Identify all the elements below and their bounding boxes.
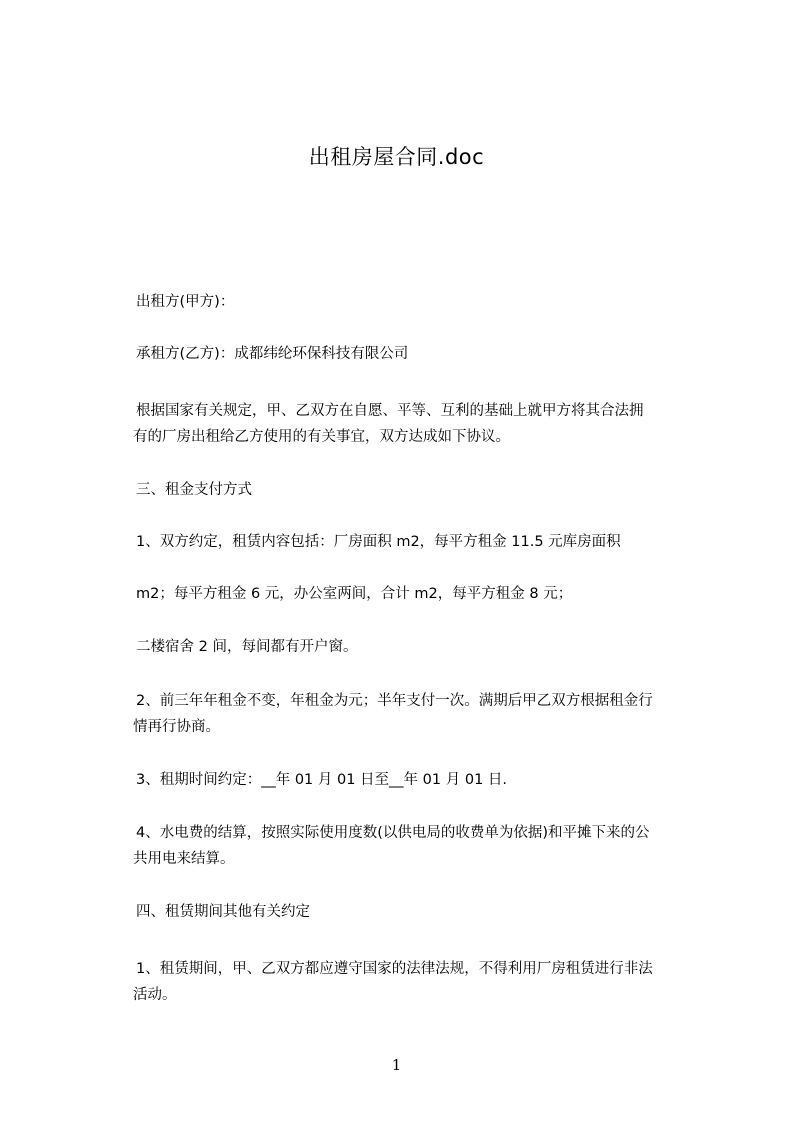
- paragraph-line: 情再行协商。: [133, 719, 220, 735]
- paragraph-line: 三、租金支付方式: [136, 482, 252, 498]
- paragraph-line: 共用电来结算。: [133, 851, 235, 867]
- document-title: 出租房屋合同.doc: [308, 145, 485, 169]
- section-heading-other-terms: [136, 899, 716, 925]
- paragraph-line: 有的厂房出租给乙方使用的有关事宜，双方达成如下协议。: [133, 429, 510, 445]
- paragraph-line: 二楼宿舍 2 间，每间都有开户窗。: [136, 639, 358, 655]
- paragraph-preamble: [133, 398, 716, 450]
- paragraph-line: 1、双方约定，租赁内容包括：厂房面积 m2，每平方租金 11.5 元库房面积: [136, 534, 621, 550]
- paragraph-other-clause-1: [133, 956, 716, 1008]
- paragraph-line: m2；每平方租金 6 元，办公室两间，合计 m2，每平方租金 8 元；: [136, 586, 573, 602]
- paragraph-line: 4、水电费的结算，按照实际使用度数(以供电局的收费单为依据)和平摊下来的公: [136, 825, 650, 841]
- paragraph-clause-4: [133, 820, 716, 872]
- paragraph-clause-3: [136, 767, 716, 793]
- paragraph-line: 1、租赁期间，甲、乙双方都应遵守国家的法律法规，不得利用厂房租赁进行非法: [136, 961, 653, 977]
- page-number: 1: [391, 1056, 402, 1074]
- paragraph-dormitory: [136, 634, 716, 660]
- section-heading-rent-payment: [136, 477, 716, 503]
- paragraph-line: 2、前三年年租金不变，年租金为元；半年支付一次。满期后甲乙双方根据租金行: [136, 693, 653, 709]
- paragraph-clause-2: [133, 688, 716, 740]
- paragraph-line: 活动。: [133, 987, 177, 1003]
- paragraph-clause-1: [136, 529, 716, 555]
- paragraph-lessee: [136, 341, 716, 367]
- paragraph-line: 承租方(乙方)：成都纬纶环保科技有限公司: [136, 346, 409, 362]
- paragraph-lessor: [136, 289, 716, 315]
- paragraph-clause-1-cont: [136, 581, 716, 607]
- paragraph-line: 出租方(甲方)：: [136, 294, 235, 310]
- paragraph-line: 根据国家有关规定，甲、乙双方在自愿、平等、互利的基础上就甲方将其合法拥: [136, 403, 644, 419]
- paragraph-line: 3、租期时间约定：__年 01 月 01 日至__年 01 月 01 日.: [136, 772, 508, 788]
- paragraph-line: 四、租赁期间其他有关约定: [136, 904, 310, 920]
